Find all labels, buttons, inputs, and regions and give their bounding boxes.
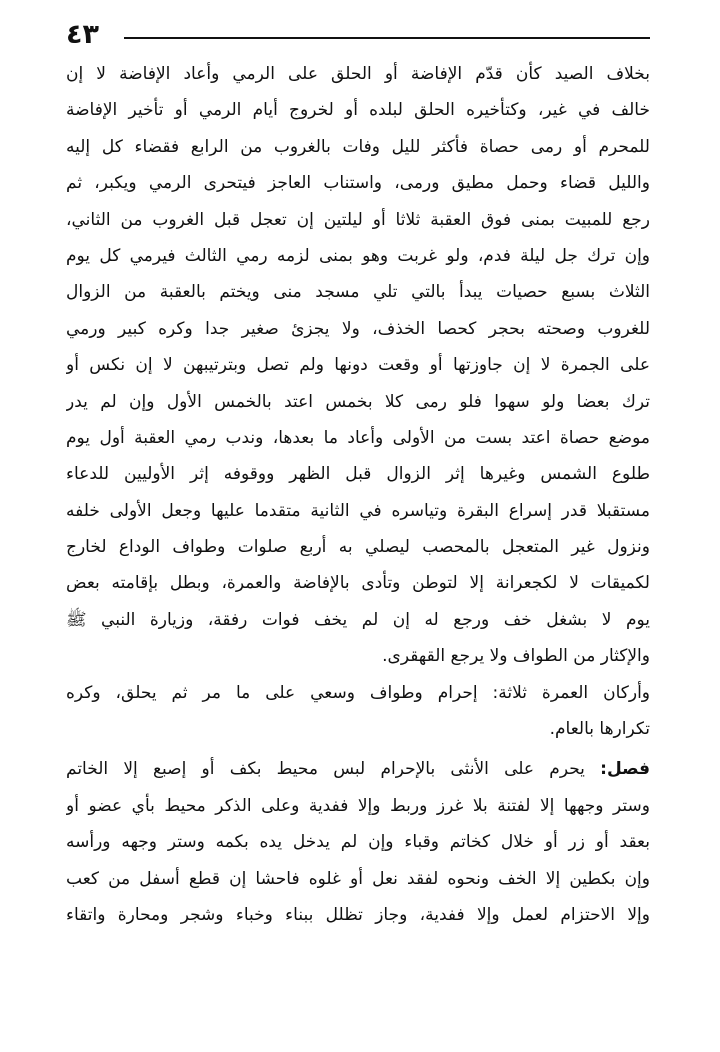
text-line: والليل قضاء وحمل مطيق ورمى، واستناب العاجز فيتحرى الرمي ويكبر، ثم <box>66 173 650 194</box>
page-number: ٤٣ <box>66 19 99 50</box>
section-title: فصل: <box>600 759 650 780</box>
text-line: موضع حصاة اعتد بست من الأولى وأعاد ما بعدها، وندب رمي العقبة أول يوم <box>66 427 650 448</box>
text-line: الثلاث بسبع حصيات يبدأ بالتي تلي مسجد منى ويختم بالعقبة من الزوال <box>66 282 650 303</box>
text-line: وستر وجهها إلا لفتنة بلا غرز وربط وإلا ففدية وعلى الذكر محيط بأي عضو أو <box>66 795 650 816</box>
text-line: على الجمرة لا إن جاوزتها أو وقعت دونها ولم تصل وبترتيبهن لا إن نكس أو <box>66 355 650 376</box>
text-line: ترك بعضا ولو سهوا فلو رمى كلا بخمس اعتد بالخمس الأول وإن لم يدر <box>66 391 650 412</box>
text-line: يوم لا بشغل خف ورجع له إن لم يخف فوات رفقة، وزيارة النبي ﷺ <box>66 609 650 630</box>
text-line: لكميقات لا لكجعرانة إلا لتوطن وتأدى بالإفاضة والعمرة، وبطل بإقامته بعض <box>66 573 650 594</box>
text-line: وإن ترك جل ليلة فدم، ولو غربت وهو بمنى لزمه رمي الثالث فيرمي كل يوم <box>66 245 650 266</box>
paragraph-1 <box>66 56 650 675</box>
text-line: وإن بكطين إلا الخف ونحوه لفقد نعل أو غلوه فاحشا إن قطع أسفل من كعب <box>66 868 650 889</box>
text-line: وإلا الاحتزام لعمل وإلا ففدية، وجاز تظلل ببناء وخباء وشجر ومحارة واتقاء <box>66 904 650 925</box>
text-line: مستقبلا قدر إسراع البقرة وتياسره في الثانية متقدما عليها وجعل الأولى خلفه <box>66 500 650 521</box>
text-line: طلوع الشمس وغيرها إثر الزوال قبل الظهر ووقوفه إثر الأوليين للدعاء <box>66 464 650 485</box>
section-fasl <box>66 751 650 933</box>
text-line: للمحرم أو رمى حصاة فأكثر لليل وفات بالغروب من الرابع فقضاء كل إليه <box>66 136 650 157</box>
text-line: وأركان العمرة ثلاثة: إحرام وطواف وسعي على ما مر ثم يحلق، وكره <box>66 682 650 703</box>
page-header <box>66 18 650 54</box>
text-line: للغروب وصحته بحجر كحصا الخذف، ولا يجزئ صغير جدا وكره كبير ورمي <box>66 318 650 339</box>
section-first-line-text: يحرم على الأنثى بالإحرام لبس محيط بكف أو إصبع إلا الخاتم <box>66 759 585 780</box>
text-line: بخلاف الصيد كأن قدّم الإفاضة أو الحلق على الرمي وأعاد الإفاضة لا إن <box>66 64 650 84</box>
text-line: رجع للمبيت بمنى فوق العقبة ثلاثا أو ليلتين إن تعجل قبل الغروب من الثاني، <box>66 209 650 230</box>
body-text <box>66 56 650 933</box>
paragraph-2 <box>66 675 650 748</box>
text-line: خالف في غير، وكتأخيره الحلق لبلده أو لخروج أيام الرمي أو تأخير الإفاضة <box>66 100 650 121</box>
text-line: بعقد أو زر أو خلال كخاتم وقباء وإن لم يدخل يده بكمه وستر وجهه ورأسه <box>66 832 650 853</box>
text-line: والإكثار من الطواف ولا يرجع القهقرى. <box>382 646 650 667</box>
text-line: تكرارها بالعام. <box>549 719 650 740</box>
text-line: ونزول غير المتعجل بالمحصب ليصلي به أربع صلوات وطواف الوداع لخارج <box>66 537 650 558</box>
header-rule <box>124 37 650 39</box>
section-first-line <box>66 751 650 787</box>
